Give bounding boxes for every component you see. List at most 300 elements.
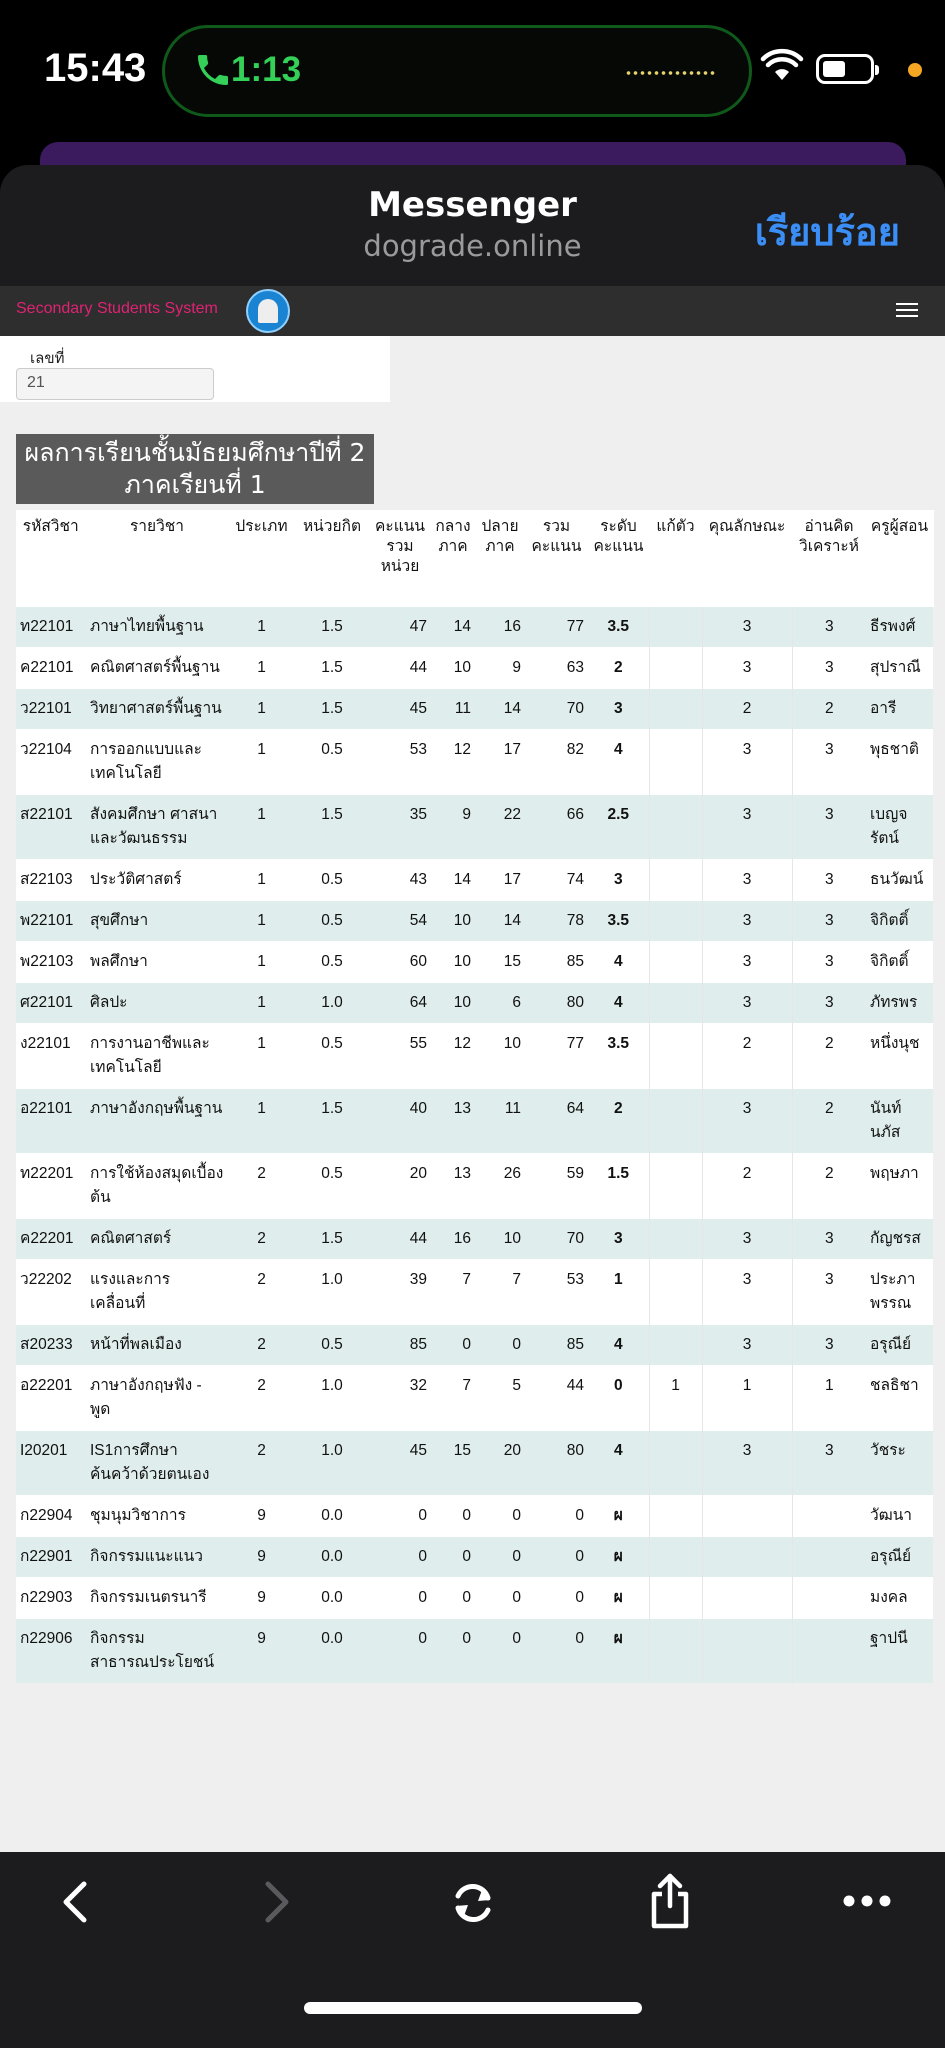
web-content[interactable]: [0, 286, 945, 1852]
table-header-row: [16, 510, 933, 607]
menu-icon[interactable]: [896, 303, 918, 319]
table-cell: การออกแบบและเทคโนโลยี: [86, 730, 228, 795]
table-header-cell: ประเภท: [228, 510, 295, 607]
table-cell: 14: [431, 607, 475, 648]
table-cell: 9: [228, 1496, 295, 1537]
table-cell: หน้าที่พลเมือง: [86, 1325, 228, 1366]
table-cell: 0: [431, 1537, 475, 1578]
table-cell: 3: [792, 901, 866, 942]
table-cell: [702, 1619, 792, 1684]
table-cell: อรุณีย์: [866, 1325, 933, 1366]
sheet-title: Messenger: [368, 185, 577, 225]
table-cell: 1: [588, 1260, 649, 1325]
table-row: [16, 1089, 933, 1154]
table-cell: 14: [475, 901, 525, 942]
table-cell: 4: [588, 1325, 649, 1366]
table-cell: อ22201: [16, 1366, 86, 1431]
table-cell: [649, 860, 702, 901]
table-cell: 4: [588, 1431, 649, 1496]
table-cell: อ22101: [16, 1089, 86, 1154]
table-cell: 0.5: [295, 942, 369, 983]
table-cell: ชุมนุมวิชาการ: [86, 1496, 228, 1537]
table-cell: [649, 983, 702, 1024]
table-cell: 85: [525, 1325, 588, 1366]
table-cell: 53: [525, 1260, 588, 1325]
table-cell: 4: [588, 983, 649, 1024]
table-header-cell: อ่านคิดวิเคราะห์: [792, 510, 866, 607]
table-cell: 6: [475, 983, 525, 1024]
table-cell: 10: [431, 901, 475, 942]
table-cell: ก22904: [16, 1496, 86, 1537]
table-cell: 15: [431, 1431, 475, 1496]
table-cell: [649, 1089, 702, 1154]
table-cell: ภาษาอังกฤษพื้นฐาน: [86, 1089, 228, 1154]
table-cell: 11: [431, 689, 475, 730]
table-cell: ผ: [588, 1619, 649, 1684]
table-row: [16, 942, 933, 983]
table-cell: 53: [369, 730, 431, 795]
table-cell: 0: [431, 1578, 475, 1619]
table-cell: พลศึกษา: [86, 942, 228, 983]
table-cell: สุขศึกษา: [86, 901, 228, 942]
table-cell: 82: [525, 730, 588, 795]
table-cell: [702, 1537, 792, 1578]
school-logo-icon: [246, 289, 290, 333]
table-cell: 1: [228, 860, 295, 901]
table-cell: 1: [228, 730, 295, 795]
table-cell: 16: [475, 607, 525, 648]
table-cell: [649, 648, 702, 689]
table-cell: [649, 795, 702, 860]
call-duration: 1:13: [231, 50, 302, 89]
table-cell: 1: [228, 648, 295, 689]
table-cell: 0: [369, 1578, 431, 1619]
table-row: [16, 1154, 933, 1219]
table-cell: ภาษาไทยพื้นฐาน: [86, 607, 228, 648]
table-cell: [649, 1260, 702, 1325]
table-cell: 2: [228, 1366, 295, 1431]
table-cell: กัญชรส: [866, 1219, 933, 1260]
table-header-cell: รายวิชา: [86, 510, 228, 607]
table-cell: 43: [369, 860, 431, 901]
table-cell: 1.5: [295, 1219, 369, 1260]
mic-indicator-dot: [908, 63, 922, 77]
table-cell: การใช้ห้องสมุดเบื้องต้น: [86, 1154, 228, 1219]
table-cell: 45: [369, 689, 431, 730]
table-cell: 80: [525, 1431, 588, 1496]
table-cell: [792, 1496, 866, 1537]
table-cell: ค22101: [16, 648, 86, 689]
table-cell: 1: [228, 1024, 295, 1089]
table-row: [16, 1496, 933, 1537]
table-cell: 4: [588, 730, 649, 795]
table-cell: 0: [525, 1578, 588, 1619]
table-cell: ประวัติศาสตร์: [86, 860, 228, 901]
table-cell: 1: [228, 901, 295, 942]
table-cell: 2: [702, 1154, 792, 1219]
table-cell: 55: [369, 1024, 431, 1089]
table-cell: [649, 1431, 702, 1496]
table-cell: 0.0: [295, 1496, 369, 1537]
table-cell: ส20233: [16, 1325, 86, 1366]
table-cell: กิจกรรมเนตรนารี: [86, 1578, 228, 1619]
table-cell: 20: [369, 1154, 431, 1219]
table-cell: 44: [369, 1219, 431, 1260]
table-cell: ภัทรพร: [866, 983, 933, 1024]
table-cell: 7: [431, 1260, 475, 1325]
table-cell: [649, 1619, 702, 1684]
table-cell: 0: [475, 1496, 525, 1537]
status-bar: [0, 0, 945, 145]
table-row: [16, 1431, 933, 1496]
table-cell: ผ: [588, 1537, 649, 1578]
table-row: [16, 1366, 933, 1431]
site-navbar: [0, 286, 945, 336]
sheet-url: dograde.online: [363, 229, 582, 263]
table-cell: 12: [431, 1024, 475, 1089]
table-cell: I20201: [16, 1431, 86, 1496]
table-cell: 10: [431, 983, 475, 1024]
table-cell: ผ: [588, 1496, 649, 1537]
table-cell: 3: [792, 730, 866, 795]
student-number-field[interactable]: 21: [16, 368, 214, 400]
table-cell: 0: [525, 1496, 588, 1537]
table-cell: พ22101: [16, 901, 86, 942]
table-cell: 1: [702, 1366, 792, 1431]
table-cell: 2: [228, 1431, 295, 1496]
table-cell: 1: [228, 983, 295, 1024]
table-cell: มงคล: [866, 1578, 933, 1619]
table-row: [16, 1537, 933, 1578]
table-cell: [649, 1537, 702, 1578]
table-cell: พุธชาติ: [866, 730, 933, 795]
table-cell: 0.5: [295, 1154, 369, 1219]
table-cell: [702, 1578, 792, 1619]
table-cell: 66: [525, 795, 588, 860]
table-cell: ศ22101: [16, 983, 86, 1024]
table-cell: 64: [525, 1089, 588, 1154]
table-cell: 13: [431, 1089, 475, 1154]
table-cell: แรงและการเคลื่อนที่: [86, 1260, 228, 1325]
table-cell: 10: [431, 648, 475, 689]
table-cell: 39: [369, 1260, 431, 1325]
table-header-cell: หน่วยกิต: [295, 510, 369, 607]
table-cell: 70: [525, 1219, 588, 1260]
table-cell: 10: [475, 1024, 525, 1089]
table-cell: 70: [525, 689, 588, 730]
table-cell: 2: [792, 689, 866, 730]
student-number-label: เลขที่: [30, 350, 65, 367]
table-cell: 3.5: [588, 901, 649, 942]
table-cell: 64: [369, 983, 431, 1024]
table-cell: [649, 689, 702, 730]
table-cell: 0: [369, 1537, 431, 1578]
table-row: [16, 860, 933, 901]
table-cell: ธนวัฒน์: [866, 860, 933, 901]
table-cell: 45: [369, 1431, 431, 1496]
site-brand[interactable]: Secondary Students System: [16, 300, 218, 317]
table-row: [16, 795, 933, 860]
table-cell: 12: [431, 730, 475, 795]
table-cell: 85: [525, 942, 588, 983]
table-cell: 13: [431, 1154, 475, 1219]
table-cell: 3: [702, 795, 792, 860]
table-row: [16, 983, 933, 1024]
table-cell: 1: [792, 1366, 866, 1431]
table-header-cell: รหัสวิชา: [16, 510, 86, 607]
table-cell: 3: [792, 1431, 866, 1496]
table-cell: 2: [588, 1089, 649, 1154]
table-header-cell: ครูผู้สอน: [866, 510, 933, 607]
table-cell: 0: [475, 1537, 525, 1578]
battery-icon: [816, 54, 874, 84]
table-cell: 0: [431, 1325, 475, 1366]
table-cell: [649, 1578, 702, 1619]
table-cell: 20: [475, 1431, 525, 1496]
table-cell: 3: [792, 983, 866, 1024]
table-cell: ง22101: [16, 1024, 86, 1089]
table-cell: เบญจรัตน์: [866, 795, 933, 860]
table-cell: 0: [525, 1619, 588, 1684]
table-cell: 2.5: [588, 795, 649, 860]
table-cell: 3: [588, 1219, 649, 1260]
table-row: [16, 1260, 933, 1325]
table-cell: 40: [369, 1089, 431, 1154]
table-cell: อารี: [866, 689, 933, 730]
table-cell: 3: [792, 1219, 866, 1260]
table-cell: IS1การศึกษาค้นคว้าด้วยตนเอง: [86, 1431, 228, 1496]
table-cell: 3: [702, 1431, 792, 1496]
table-cell: 0: [475, 1325, 525, 1366]
table-cell: 9: [475, 648, 525, 689]
table-cell: 11: [475, 1089, 525, 1154]
table-cell: 35: [369, 795, 431, 860]
table-cell: 0: [588, 1366, 649, 1431]
table-cell: 2: [228, 1325, 295, 1366]
table-cell: 1.5: [295, 689, 369, 730]
audio-waveform-icon: [625, 71, 717, 75]
table-cell: อรุณีย์: [866, 1537, 933, 1578]
table-cell: 3.5: [588, 607, 649, 648]
browser-sheet: [0, 165, 945, 2048]
table-cell: 14: [431, 860, 475, 901]
table-cell: 1: [228, 795, 295, 860]
table-cell: 2: [228, 1260, 295, 1325]
active-call-pill[interactable]: [162, 25, 752, 117]
table-cell: นันท์นภัส: [866, 1089, 933, 1154]
table-cell: 1.5: [295, 607, 369, 648]
table-cell: 3: [702, 983, 792, 1024]
table-header-cell: แก้ตัว: [649, 510, 702, 607]
table-cell: [792, 1537, 866, 1578]
table-cell: ธีรพงศ์: [866, 607, 933, 648]
forward-icon[interactable]: [258, 1880, 294, 1924]
table-cell: 0: [525, 1537, 588, 1578]
table-header-cell: ปลายภาค: [475, 510, 525, 607]
table-row: [16, 1325, 933, 1366]
table-cell: 10: [475, 1219, 525, 1260]
table-cell: 1: [228, 942, 295, 983]
table-cell: ประภาพรรณ: [866, 1260, 933, 1325]
table-cell: [649, 1219, 702, 1260]
table-cell: 3: [702, 1260, 792, 1325]
table-cell: 3: [792, 1325, 866, 1366]
table-cell: 15: [475, 942, 525, 983]
table-cell: ชลธิชา: [866, 1366, 933, 1431]
table-cell: 3: [702, 648, 792, 689]
table-cell: 3: [588, 860, 649, 901]
table-cell: [649, 942, 702, 983]
table-cell: 22: [475, 795, 525, 860]
table-cell: ก22903: [16, 1578, 86, 1619]
table-cell: 0: [369, 1496, 431, 1537]
table-cell: 3: [792, 795, 866, 860]
table-cell: 77: [525, 607, 588, 648]
table-cell: 2: [792, 1154, 866, 1219]
table-cell: ผ: [588, 1578, 649, 1619]
table-cell: 59: [525, 1154, 588, 1219]
table-cell: 2: [702, 1024, 792, 1089]
table-cell: ว22104: [16, 730, 86, 795]
table-cell: 1.0: [295, 983, 369, 1024]
table-cell: [649, 730, 702, 795]
table-cell: ก22901: [16, 1537, 86, 1578]
share-icon[interactable]: [648, 1872, 692, 1930]
table-row: [16, 730, 933, 795]
table-cell: 17: [475, 860, 525, 901]
table-cell: ศิลปะ: [86, 983, 228, 1024]
wifi-icon: [762, 52, 802, 82]
table-cell: ส22101: [16, 795, 86, 860]
table-cell: 85: [369, 1325, 431, 1366]
table-cell: 3: [588, 689, 649, 730]
table-cell: 77: [525, 1024, 588, 1089]
table-cell: 47: [369, 607, 431, 648]
table-cell: ท22101: [16, 607, 86, 648]
table-cell: 3: [702, 1219, 792, 1260]
table-cell: 3: [702, 901, 792, 942]
table-cell: วัชระ: [866, 1431, 933, 1496]
table-cell: 3: [702, 1089, 792, 1154]
table-cell: 0.5: [295, 860, 369, 901]
table-header-cell: คะแนนรวมหน่วย: [369, 510, 431, 607]
table-cell: 60: [369, 942, 431, 983]
table-cell: [702, 1496, 792, 1537]
table-cell: 2: [792, 1089, 866, 1154]
table-row: [16, 689, 933, 730]
table-cell: 1.0: [295, 1260, 369, 1325]
table-cell: 32: [369, 1366, 431, 1431]
table-cell: 3: [792, 648, 866, 689]
table-row: [16, 1219, 933, 1260]
table-row: [16, 1024, 933, 1089]
table-cell: จิกิตติ์: [866, 942, 933, 983]
table-cell: ท22201: [16, 1154, 86, 1219]
table-cell: 44: [525, 1366, 588, 1431]
table-cell: 0.0: [295, 1619, 369, 1684]
table-cell: 0.0: [295, 1578, 369, 1619]
table-cell: 78: [525, 901, 588, 942]
table-cell: 3: [702, 607, 792, 648]
table-cell: 1: [228, 1089, 295, 1154]
table-cell: 0: [431, 1496, 475, 1537]
table-cell: 9: [228, 1578, 295, 1619]
reload-icon[interactable]: [448, 1878, 498, 1928]
table-cell: [792, 1578, 866, 1619]
table-cell: 3: [792, 607, 866, 648]
table-cell: [649, 607, 702, 648]
table-cell: 5: [475, 1366, 525, 1431]
table-cell: 9: [228, 1537, 295, 1578]
table-cell: 14: [475, 689, 525, 730]
table-cell: 1: [228, 689, 295, 730]
table-cell: กิจกรรมสาธารณประโยชน์: [86, 1619, 228, 1684]
table-cell: 0: [431, 1619, 475, 1684]
phone-icon: [193, 50, 233, 90]
table-cell: 3: [702, 1325, 792, 1366]
table-cell: ก22906: [16, 1619, 86, 1684]
results-title: ผลการเรียนชั้นมัธยมศึกษาปีที่ 2 ภาคเรียนที่ 1: [16, 434, 374, 504]
table-row: [16, 1578, 933, 1619]
table-cell: 1.0: [295, 1431, 369, 1496]
table-cell: ค22201: [16, 1219, 86, 1260]
table-cell: 2: [588, 648, 649, 689]
student-number-panel: [0, 336, 390, 402]
table-cell: 3.5: [588, 1024, 649, 1089]
grades-table: [16, 510, 934, 1683]
table-cell: 54: [369, 901, 431, 942]
table-cell: 74: [525, 860, 588, 901]
table-header-cell: กลางภาค: [431, 510, 475, 607]
table-cell: หนึ่งนุช: [866, 1024, 933, 1089]
table-cell: สุปราณี: [866, 648, 933, 689]
table-cell: 0.5: [295, 730, 369, 795]
table-cell: 1.5: [295, 648, 369, 689]
done-button[interactable]: เรียบร้อย: [754, 210, 900, 254]
table-cell: 0.5: [295, 1024, 369, 1089]
more-icon[interactable]: [842, 1894, 892, 1908]
table-cell: ฐาปนี: [866, 1619, 933, 1684]
table-header-cell: รวมคะแนน: [525, 510, 588, 607]
table-cell: กิจกรรมแนะแนว: [86, 1537, 228, 1578]
home-indicator[interactable]: [304, 2002, 642, 2014]
table-cell: 7: [475, 1260, 525, 1325]
table-cell: 44: [369, 648, 431, 689]
browser-toolbar: [0, 1852, 945, 2048]
table-cell: วิทยาศาสตร์พื้นฐาน: [86, 689, 228, 730]
table-header-cell: ระดับคะแนน: [588, 510, 649, 607]
table-cell: [792, 1619, 866, 1684]
table-row: [16, 648, 933, 689]
table-cell: 0: [369, 1619, 431, 1684]
table-cell: ว22202: [16, 1260, 86, 1325]
table-cell: 0: [475, 1619, 525, 1684]
table-cell: คณิตศาสตร์พื้นฐาน: [86, 648, 228, 689]
table-cell: 9: [228, 1619, 295, 1684]
table-cell: 10: [431, 942, 475, 983]
table-header-cell: คุณลักษณะ: [702, 510, 792, 607]
back-icon[interactable]: [58, 1880, 94, 1924]
table-cell: [649, 1325, 702, 1366]
table-cell: [649, 1496, 702, 1537]
table-cell: 9: [431, 795, 475, 860]
table-cell: สังคมศึกษา ศาสนาและวัฒนธรรม: [86, 795, 228, 860]
table-cell: จิกิตติ์: [866, 901, 933, 942]
table-cell: 3: [792, 860, 866, 901]
table-cell: 3: [792, 942, 866, 983]
table-cell: [649, 1024, 702, 1089]
table-cell: 1: [649, 1366, 702, 1431]
